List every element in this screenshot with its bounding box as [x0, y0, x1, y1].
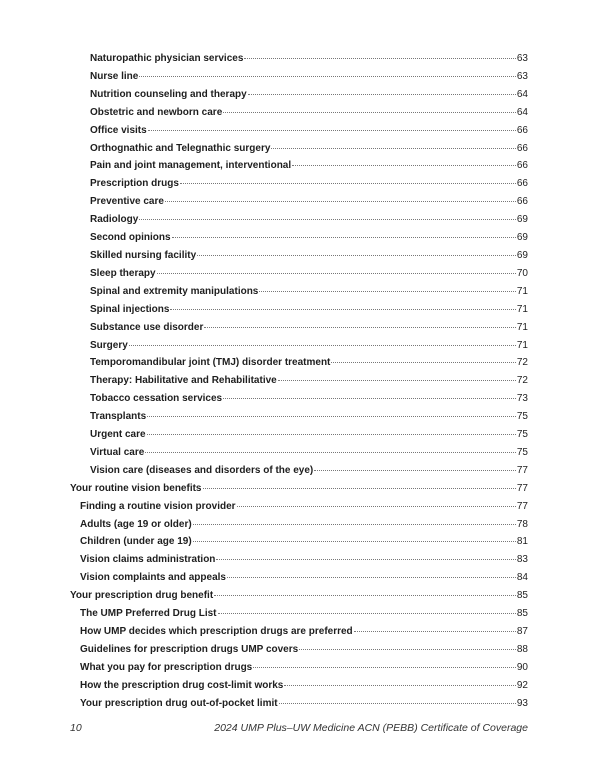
- toc-entry[interactable]: [0, 680, 600, 698]
- toc-entry-page[interactable]: 75: [516, 446, 528, 458]
- toc-entry-title[interactable]: Surgery: [90, 339, 128, 351]
- dot-leader: [354, 631, 516, 632]
- toc-entry-title[interactable]: Vision care (diseases and disorders of the eye): [90, 464, 314, 476]
- toc-entry[interactable]: [0, 536, 600, 554]
- dot-leader: [314, 470, 516, 471]
- toc-entry-page[interactable]: 66: [516, 178, 528, 190]
- dot-leader: [299, 649, 516, 650]
- toc-entry[interactable]: [0, 519, 600, 537]
- dot-leader: [237, 506, 516, 507]
- toc-entry-page[interactable]: 90: [516, 661, 528, 673]
- toc-entry-title[interactable]: Nutrition counseling and therapy: [90, 88, 247, 100]
- toc-entry-title[interactable]: Your prescription drug out-of-pocket limit: [80, 697, 278, 709]
- dot-leader: [145, 452, 516, 453]
- toc-entry[interactable]: [0, 554, 600, 572]
- dot-leader: [244, 58, 515, 59]
- toc-entry-title[interactable]: Transplants: [90, 411, 147, 423]
- dot-leader: [139, 76, 516, 77]
- toc-entry-title[interactable]: Children (under age 19): [80, 536, 192, 548]
- dot-leader: [197, 255, 516, 256]
- dot-leader: [292, 165, 516, 166]
- toc-entry-page[interactable]: 71: [516, 339, 528, 351]
- toc-entry[interactable]: [0, 393, 600, 411]
- toc-entry-page[interactable]: 75: [516, 429, 528, 441]
- toc-entry-title[interactable]: Naturopathic physician services: [90, 53, 244, 64]
- toc-entry[interactable]: [0, 125, 600, 143]
- toc-entry-page[interactable]: 66: [516, 124, 528, 136]
- toc-entry[interactable]: [0, 53, 600, 71]
- toc-entry[interactable]: [0, 411, 600, 429]
- toc-entry-title[interactable]: Your prescription drug benefit: [70, 590, 214, 602]
- toc-entry[interactable]: [0, 160, 600, 178]
- toc-entry[interactable]: [0, 178, 600, 196]
- dot-leader: [193, 524, 516, 525]
- toc-entry[interactable]: [0, 572, 600, 590]
- toc-entry-page[interactable]: 63: [516, 53, 528, 64]
- toc-entry[interactable]: [0, 286, 600, 304]
- dot-leader: [139, 219, 516, 220]
- toc-entry-title[interactable]: Obstetric and newborn care: [90, 106, 223, 118]
- toc-entry-page[interactable]: 69: [516, 214, 528, 226]
- toc-entry[interactable]: [0, 232, 600, 250]
- dot-leader: [204, 327, 516, 328]
- toc-entry[interactable]: [0, 143, 600, 161]
- toc-entry-title[interactable]: The UMP Preferred Drug List: [80, 608, 217, 620]
- toc-entry-title[interactable]: Therapy: Habilitative and Rehabilitative: [90, 375, 277, 387]
- toc-entry[interactable]: [0, 429, 600, 447]
- toc-entry[interactable]: [0, 340, 600, 358]
- dot-leader: [172, 237, 516, 238]
- toc-entry-page[interactable]: 70: [516, 267, 528, 279]
- toc-entry-page[interactable]: 77: [516, 464, 528, 476]
- dot-leader: [193, 541, 516, 542]
- toc-entry-title[interactable]: Second opinions: [90, 232, 171, 244]
- dot-leader: [259, 291, 516, 292]
- dot-leader: [157, 273, 516, 274]
- toc-entry[interactable]: [0, 375, 600, 393]
- toc-entry-title[interactable]: Temporomandibular joint (TMJ) disorder treatment: [90, 357, 331, 369]
- toc-entry-page[interactable]: 64: [516, 88, 528, 100]
- toc-entry[interactable]: [0, 196, 600, 214]
- toc-entry-page[interactable]: 78: [516, 518, 528, 530]
- toc-entry[interactable]: [0, 465, 600, 483]
- dot-leader: [148, 130, 516, 131]
- page-footer: [70, 722, 528, 734]
- toc-entry-page[interactable]: 69: [516, 249, 528, 261]
- toc-entry-page[interactable]: 72: [516, 357, 528, 369]
- toc-entry-title[interactable]: Guidelines for prescription drugs UMP covers: [80, 643, 299, 655]
- toc-entry-page[interactable]: 71: [516, 321, 528, 333]
- toc-entry-page[interactable]: 66: [516, 142, 528, 154]
- dot-leader: [248, 94, 516, 95]
- dot-leader: [147, 416, 516, 417]
- toc-entry-page[interactable]: 93: [516, 697, 528, 709]
- toc-entry-page[interactable]: 85: [516, 608, 528, 620]
- toc-entry[interactable]: [0, 304, 600, 322]
- toc-entry-page[interactable]: 75: [516, 411, 528, 423]
- toc-entry[interactable]: [0, 357, 600, 375]
- toc-entry[interactable]: [0, 590, 600, 608]
- toc-entry[interactable]: [0, 268, 600, 286]
- dot-leader: [147, 434, 516, 435]
- toc-entry-page[interactable]: 87: [516, 626, 528, 637]
- toc-entry-title[interactable]: Tobacco cessation services: [90, 393, 223, 405]
- dot-leader: [214, 595, 516, 596]
- toc-entry[interactable]: [0, 107, 600, 125]
- toc-entry-page[interactable]: 66: [516, 160, 528, 172]
- toc-entry-page[interactable]: 69: [516, 232, 528, 244]
- dot-leader: [271, 148, 515, 149]
- toc-entry-page[interactable]: 64: [516, 106, 528, 118]
- toc-entry-title[interactable]: Your routine vision benefits: [70, 482, 202, 494]
- toc-entry[interactable]: [0, 644, 600, 662]
- toc-entry-title[interactable]: Preventive care: [90, 196, 164, 208]
- toc-entry[interactable]: [0, 250, 600, 268]
- toc-entry[interactable]: [0, 483, 600, 501]
- dot-leader: [203, 488, 516, 489]
- toc-entry-page[interactable]: 66: [516, 196, 528, 208]
- toc-entry[interactable]: [0, 698, 600, 716]
- page-number: 10: [70, 722, 82, 734]
- toc-entry[interactable]: [0, 608, 600, 626]
- toc-entry-page[interactable]: 83: [516, 554, 528, 566]
- toc-entry-title[interactable]: How the prescription drug cost-limit works: [80, 679, 284, 691]
- dot-leader: [284, 685, 516, 686]
- toc-entry-title[interactable]: Spinal injections: [90, 303, 170, 315]
- toc-entry-page[interactable]: 85: [516, 590, 528, 602]
- toc-entry[interactable]: [0, 501, 600, 519]
- dot-leader: [331, 362, 515, 363]
- toc-entry-title[interactable]: Orthognathic and Telegnathic surgery: [90, 142, 271, 154]
- toc-entry-title[interactable]: Urgent care: [90, 429, 146, 441]
- toc-entry-page[interactable]: 84: [516, 572, 528, 584]
- dot-leader: [223, 112, 516, 113]
- toc-entry-page[interactable]: 73: [516, 393, 528, 405]
- toc-entry-page[interactable]: 71: [516, 303, 528, 315]
- toc-entry-title[interactable]: Virtual care: [90, 446, 145, 458]
- toc-entry-title[interactable]: Adults (age 19 or older): [80, 518, 192, 530]
- toc-entry-page[interactable]: 92: [516, 679, 528, 691]
- toc-entry[interactable]: [0, 71, 600, 89]
- dot-leader: [253, 667, 516, 668]
- toc-entry-title[interactable]: Nurse line: [90, 70, 139, 82]
- table-of-contents: [0, 53, 600, 716]
- toc-entry[interactable]: [0, 662, 600, 680]
- toc-entry-title[interactable]: Pain and joint management, interventional: [90, 160, 292, 172]
- toc-entry[interactable]: [0, 447, 600, 465]
- toc-entry-page[interactable]: 88: [516, 643, 528, 655]
- toc-entry-title[interactable]: Sleep therapy: [90, 267, 156, 279]
- toc-entry-page[interactable]: 77: [516, 500, 528, 512]
- document-title: 2024 UMP Plus–UW Medicine ACN (PEBB) Certificate of Coverage: [214, 722, 528, 734]
- toc-entry-title[interactable]: Skilled nursing facility: [90, 249, 197, 261]
- dot-leader: [165, 201, 516, 202]
- dot-leader: [170, 309, 515, 310]
- dot-leader: [227, 577, 516, 578]
- toc-entry-title[interactable]: Spinal and extremity manipulations: [90, 285, 259, 297]
- toc-entry-page[interactable]: 63: [516, 70, 528, 82]
- toc-entry-title[interactable]: How UMP decides which prescription drugs are preferred: [80, 626, 353, 637]
- toc-entry-page[interactable]: 72: [516, 375, 528, 387]
- toc-entry[interactable]: [0, 89, 600, 107]
- dot-leader: [218, 613, 516, 614]
- toc-entry-title[interactable]: Vision complaints and appeals: [80, 572, 226, 584]
- dot-leader: [180, 183, 516, 184]
- toc-entry-title[interactable]: Radiology: [90, 214, 139, 226]
- dot-leader: [223, 398, 516, 399]
- toc-entry-page[interactable]: 81: [516, 536, 528, 548]
- toc-entry[interactable]: [0, 214, 600, 232]
- toc-entry-title[interactable]: Prescription drugs: [90, 178, 179, 190]
- toc-entry-title[interactable]: What you pay for prescription drugs: [80, 661, 253, 673]
- toc-entry[interactable]: [0, 322, 600, 340]
- toc-entry-title[interactable]: Office visits: [90, 124, 147, 136]
- toc-entry-title[interactable]: Substance use disorder: [90, 321, 204, 333]
- dot-leader: [129, 345, 516, 346]
- toc-entry-title[interactable]: Finding a routine vision provider: [80, 500, 236, 512]
- dot-leader: [279, 703, 516, 704]
- toc-entry[interactable]: [0, 626, 600, 644]
- toc-entry-page[interactable]: 77: [516, 482, 528, 494]
- toc-entry-title[interactable]: Vision claims administration: [80, 554, 216, 566]
- dot-leader: [216, 559, 515, 560]
- dot-leader: [278, 380, 516, 381]
- toc-entry-page[interactable]: 71: [516, 285, 528, 297]
